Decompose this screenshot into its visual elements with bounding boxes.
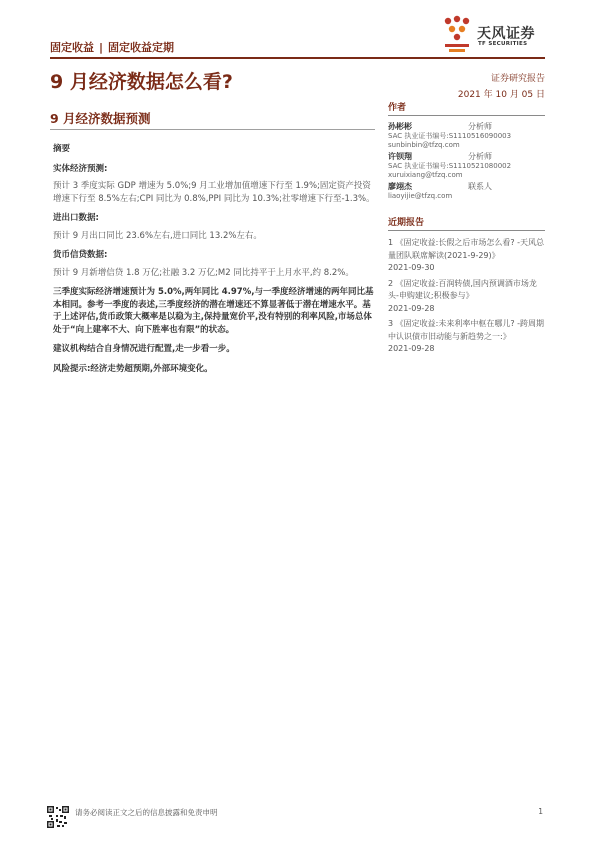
related-report-title[interactable]: 3 《固定收益:未来利率中枢在哪儿? -跨周期中认识债市旧动能与新趋势之一:》 [388,319,545,341]
related-report-title[interactable]: 1 《固定收益:长假之后市场怎么看? -天风总量团队联席解读(2021-9-29)》 [388,238,545,260]
category-label: 固定收益 [50,41,94,54]
author-entry [388,122,545,150]
abstract-heading: 摘要 [53,144,71,154]
section-heading-credit: 货币信贷数据: [53,250,108,260]
page-number: 1 [538,807,543,816]
related-heading: 近期报告 [388,218,425,228]
author-email[interactable]: liaoyijie@tfzq.com [388,192,453,200]
author-name: 许钡翔 [388,152,412,161]
author-certificate: SAC 执业证书编号:S1110521080002 [388,162,512,170]
section-heading-real-economy: 实体经济预测: [53,163,108,174]
section-text-real-economy: 预计 3 季度实际 GDP 增速为 5.0%;9 月工业增加值增速下行至 1.9%;固定资产投资增速下行至 8.5%左右;CPI 同比为 0.8%,PPI 同比为 10.3%;社零增速下行至-1.3%。 [53,181,375,204]
related-report-item[interactable] [388,278,545,316]
footer-disclaimer: 请务必阅读正文之后的信息披露和免责申明 [75,808,218,817]
related-reports [388,217,545,356]
subcategory-label: 固定收益定期 [108,41,175,54]
author-entry [388,152,545,180]
company-logo [439,14,549,54]
related-report-date: 2021-09-28 [388,344,435,353]
header-divider [50,57,545,59]
subtitle-divider [50,129,375,130]
author-email[interactable]: sunbinbin@tfzq.com [388,141,460,149]
sidebar [388,102,545,359]
logo-english-name: TF SECURITIES [478,41,528,47]
report-title: 9 月经济数据怎么看? [50,71,233,93]
author-role: 联系人 [468,182,492,191]
section-text-trade: 预计 9 月出口同比 23.6%左右,进口同比 13.2%左右。 [53,230,262,241]
report-date: 2021 年 10 月 05 日 [457,90,545,100]
author-role: 分析师 [468,152,492,161]
author-certificate: SAC 执业证书编号:S1110516090003 [388,132,512,140]
logo-mark-icon [439,14,475,54]
conclusion-paragraph: 三季度实际经济增速预计为 5.0%,两年同比 4.97%,与一季度经济增速的两年同比基本相同。参考一季度的表述,三季度经济的潜在增速还不算显著低于潜在增速水平。基于上述评估,货币政策大概率是以稳为主,保持量宽价平,没有特别的利率风险,市场总体处于“向上建率不大、向下胜率也有限”的状态。 [53,287,374,335]
category-separator: | [99,41,104,54]
report-subtitle: 9 月经济数据预测 [50,111,151,126]
author-name: 孙彬彬 [388,122,412,131]
author-entry [388,182,545,201]
qr-code-icon [47,806,69,828]
logo-chinese-name: 天风证券 [477,26,535,42]
risk-warning: 风险提示:经济走势超预期,外部环境变化。 [53,363,213,374]
section-text-credit: 预计 9 月新增信贷 1.8 万亿;社融 3.2 万亿;M2 同比持平于上月水平,约 8.2%。 [53,267,354,278]
section-heading-trade: 进出口数据: [53,213,99,223]
author-name: 廖翊杰 [388,182,412,191]
report-type: 证券研究报告 [490,74,545,84]
author-email[interactable]: xuruixiang@tfzq.com [388,171,463,179]
related-report-item[interactable] [388,318,545,356]
related-report-date: 2021-09-28 [388,303,435,313]
advice-paragraph: 建议机构结合自身情况进行配置,走一步看一步。 [53,344,235,354]
main-content [53,143,375,382]
authors-divider [388,115,545,116]
author-role: 分析师 [468,122,492,131]
authors-heading: 作者 [388,103,407,113]
related-report-title[interactable]: 2 《固定收益:百润转债,国内预调酒市场龙头-申购建议;积极参与》 [388,278,537,300]
related-report-item[interactable] [388,237,545,275]
report-category [50,39,174,55]
related-divider [388,230,545,231]
related-report-date: 2021-09-30 [388,263,435,272]
